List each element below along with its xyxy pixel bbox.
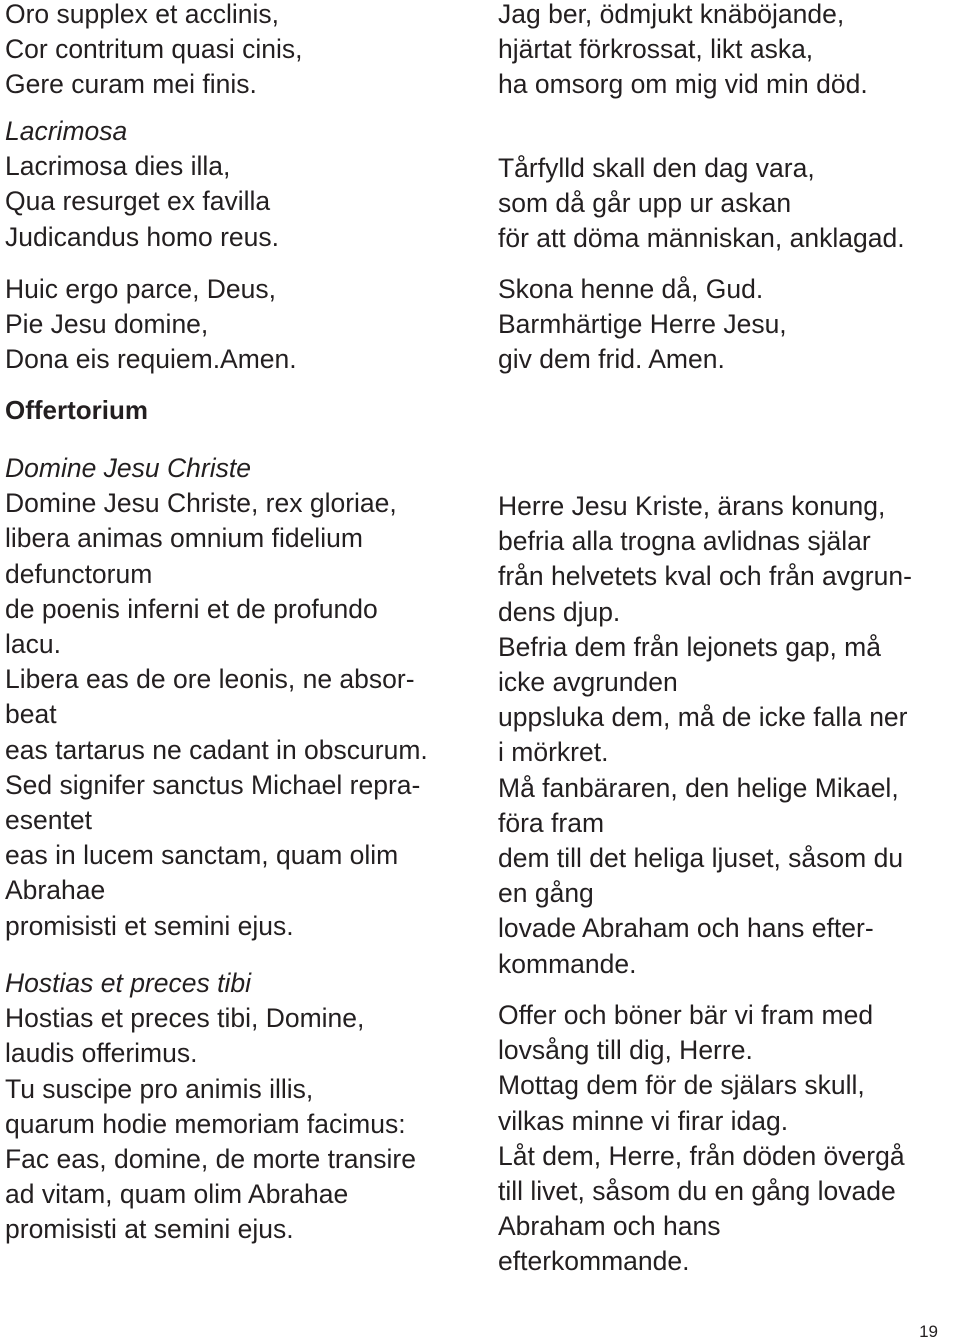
- text-line: icke avgrunden: [498, 667, 678, 698]
- text-line: Abraham och hans: [498, 1211, 721, 1242]
- text-line: Hostias et preces tibi, Domine,: [5, 1003, 365, 1034]
- text-line: giv dem frid. Amen.: [498, 344, 725, 375]
- text-line: hjärtat förkrossat, likt aska,: [498, 34, 814, 65]
- text-line: dem till det heliga ljuset, såsom du: [498, 843, 904, 874]
- text-line: uppsluka dem, må de icke falla ner: [498, 702, 908, 733]
- text-line: från helvetets kval och från avgrun-: [498, 561, 912, 592]
- text-line: lacu.: [5, 629, 61, 660]
- text-line: Tu suscipe pro animis illis,: [5, 1073, 314, 1104]
- text-line: libera animas omnium fidelium: [5, 523, 363, 554]
- latin-domine-jesu: [5, 451, 428, 944]
- swedish-herre-jesu: [498, 489, 912, 982]
- text-line: laudis offerimus.: [5, 1038, 198, 1069]
- text-line: promisisti et semini ejus.: [5, 910, 294, 941]
- text-line: kommande.: [498, 948, 637, 979]
- swedish-offer: [498, 998, 905, 1280]
- text-line: Sed signifer sanctus Michael repra-: [5, 769, 421, 800]
- text-line: vilkas minne vi firar idag.: [498, 1105, 789, 1136]
- text-line: i mörkret.: [498, 737, 609, 768]
- swedish-skona: [498, 272, 787, 378]
- text-line: esentet: [5, 805, 92, 836]
- text-line: lovade Abraham och hans efter-: [498, 913, 874, 944]
- text-line: Libera eas de ore leonis, ne absor-: [5, 664, 415, 695]
- text-line: Cor contritum quasi cinis,: [5, 34, 303, 65]
- text-line: Jag ber, ödmjukt knäböjande,: [498, 0, 845, 29]
- text-line: dens djup.: [498, 596, 621, 627]
- text-line: Lacrimosa dies illa,: [5, 151, 231, 182]
- text-line: Barmhärtige Herre Jesu,: [498, 309, 787, 340]
- text-line: Fac eas, domine, de morte transire: [5, 1144, 416, 1175]
- text-line: Huic ergo parce, Deus,: [5, 274, 277, 304]
- offertorium-heading: Offertorium: [5, 395, 148, 425]
- text-line: Skona henne då, Gud.: [498, 274, 764, 304]
- page-number: 19: [919, 1322, 938, 1341]
- text-line: som då går upp ur askan: [498, 188, 792, 219]
- text-line: defunctorum: [5, 558, 153, 589]
- latin-hostias: [5, 966, 416, 1248]
- text-line: ha omsorg om mig vid min död.: [498, 69, 868, 100]
- text-line: Oro supplex et acclinis,: [5, 0, 279, 29]
- text-line: Offer och böner bär vi fram med: [498, 1000, 874, 1030]
- text-line: befria alla trogna avlidnas själar: [498, 526, 871, 557]
- text-line: Domine Jesu Christe, rex gloriae,: [5, 488, 397, 519]
- text-line: ad vitam, quam olim Abrahae: [5, 1179, 349, 1210]
- latin-huic-ergo: [5, 272, 297, 378]
- text-line: en gång: [498, 878, 594, 909]
- text-line: de poenis inferni et de profundo: [5, 593, 378, 624]
- text-line: Må fanbäraren, den helige Mikael,: [498, 772, 899, 803]
- text-line: Mottag dem för de själars skull,: [498, 1070, 865, 1101]
- text-line: för att döma människan, anklagad.: [498, 223, 905, 254]
- text-line: lovsång till dig, Herre.: [498, 1035, 753, 1066]
- text-line: Abrahae: [5, 875, 106, 906]
- text-line: Dona eis requiem.Amen.: [5, 344, 297, 375]
- hostias-title: Hostias et preces tibi: [5, 968, 251, 998]
- text-line: Tårfylld skall den dag vara,: [498, 153, 815, 183]
- text-line: Låt dem, Herre, från döden övergå: [498, 1140, 905, 1171]
- swedish-jag-ber: [498, 0, 868, 103]
- text-line: efterkommande.: [498, 1246, 690, 1277]
- latin-lacrimosa: [5, 114, 279, 255]
- text-line: eas tartarus ne cadant in obscurum.: [5, 734, 428, 765]
- text-line: beat: [5, 699, 57, 730]
- text-line: Pie Jesu domine,: [5, 309, 209, 340]
- text-line: Herre Jesu Kriste, ärans konung,: [498, 491, 886, 521]
- domine-jesu-title: Domine Jesu Christe: [5, 453, 251, 483]
- text-line: Qua resurget ex favilla: [5, 186, 271, 217]
- lacrimosa-title: Lacrimosa: [5, 116, 128, 146]
- text-line: föra fram: [498, 807, 605, 838]
- swedish-tarfylld: [498, 151, 905, 257]
- text-line: quarum hodie memoriam facimus:: [5, 1108, 406, 1139]
- text-line: promisisti at semini ejus.: [5, 1214, 294, 1245]
- text-line: Judicandus homo reus.: [5, 221, 279, 252]
- text-line: till livet, såsom du en gång lovade: [498, 1176, 896, 1207]
- latin-oro-supplex: [5, 0, 303, 103]
- text-line: Befria dem från lejonets gap, må: [498, 631, 881, 662]
- text-line: eas in lucem sanctam, quam olim: [5, 840, 399, 871]
- text-line: Gere curam mei finis.: [5, 69, 257, 100]
